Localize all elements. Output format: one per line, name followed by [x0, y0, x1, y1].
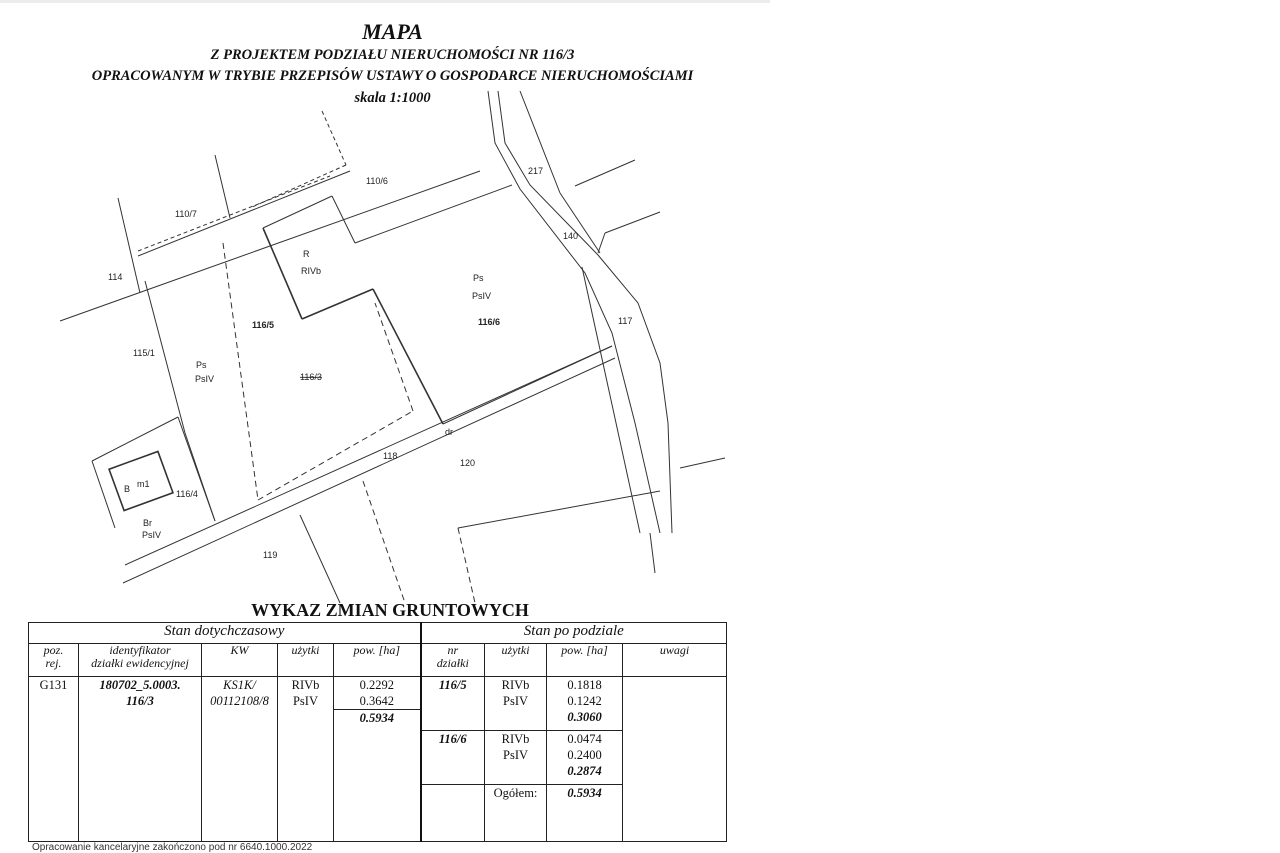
- map-subtitle-line1: Z PROJEKTEM PODZIAŁU NIERUCHOMOŚCI NR 116/3: [210, 47, 575, 63]
- cell-nr-2: 116/6: [421, 731, 485, 785]
- col-nr: nr działki: [421, 644, 485, 677]
- label-ps-class-left: PsIV: [195, 374, 215, 384]
- col-poz: poz. rej.: [29, 644, 79, 677]
- label-114: 114: [108, 272, 123, 282]
- group-after-header: Stan po podziale: [421, 623, 727, 644]
- cell-ident: 180702_5.0003. 116/3: [79, 677, 202, 842]
- label-dr: dr: [445, 427, 454, 437]
- label-116-6: 116/6: [478, 317, 501, 327]
- label-140: 140: [563, 231, 579, 241]
- label-115-1: 115/1: [133, 348, 155, 358]
- label-116-3: 116/3: [300, 372, 322, 382]
- label-118: 118: [383, 451, 398, 461]
- label-ps-use-right: Ps: [473, 273, 484, 283]
- col-kw: KW: [202, 644, 278, 677]
- cell-nr-1: 116/5: [421, 677, 485, 731]
- wykaz-table: [28, 622, 727, 842]
- label-120: 120: [460, 458, 476, 468]
- cell-poz: G131: [29, 677, 79, 842]
- cell-uwagi: [623, 677, 727, 842]
- label-br-use: Br: [143, 518, 152, 528]
- label-116-4: 116/4: [176, 489, 198, 499]
- label-b: B: [124, 484, 131, 494]
- label-217: 217: [528, 166, 544, 176]
- cell-uzytki-1: RIVb PsIV: [485, 677, 547, 731]
- group-before-header: Stan dotychczasowy: [29, 623, 421, 644]
- cell-pow-1: 0.1818 0.1242 0.3060: [547, 677, 623, 731]
- cell-total-label: Ogółem:: [485, 785, 547, 842]
- map-scale: skala 1:1000: [354, 90, 431, 106]
- cell-pow: 0.2292 0.3642 0.5934: [334, 677, 421, 842]
- label-r-class: RIVb: [301, 266, 322, 276]
- col-pow-after: pow. [ha]: [547, 644, 623, 677]
- label-r-use: R: [303, 249, 310, 259]
- label-ps-class-right: PsIV: [472, 291, 492, 301]
- label-116-5: 116/5: [252, 320, 275, 330]
- col-uwagi: uwagi: [623, 644, 727, 677]
- label-br-class: PsIV: [142, 530, 162, 540]
- cell-uzytki-2: RIVb PsIV: [485, 731, 547, 785]
- label-m1: m1: [137, 479, 150, 489]
- map-subtitle-line2: OPRACOWANYM W TRYBIE PRZEPISÓW USTAWY O GOSPODARCE NIERUCHOMOŚCIAMI: [91, 68, 694, 84]
- label-110-6: 110/6: [366, 176, 388, 186]
- blank-area: [770, 0, 1280, 851]
- cell-total-value: 0.5934: [547, 785, 623, 842]
- cell-pow-2: 0.0474 0.2400 0.2874: [547, 731, 623, 785]
- footer-note: Opracowanie kancelaryjne zakończono pod nr 6640.1000.2022: [32, 842, 313, 853]
- map-title: MAPA: [362, 19, 423, 44]
- label-ps-use-left: Ps: [196, 360, 207, 370]
- col-pow: pow. [ha]: [334, 644, 421, 677]
- label-119: 119: [263, 550, 278, 560]
- col-uzytki: użytki: [278, 644, 334, 677]
- cell-kw: KS1K/ 00112108/8: [202, 677, 278, 842]
- wykaz-table-wrap: [28, 622, 726, 842]
- label-117: 117: [618, 316, 633, 326]
- wykaz-title: WYKAZ ZMIAN GRUNTOWYCH: [251, 600, 529, 620]
- col-ident: identyfikator działki ewidencyjnej: [79, 644, 202, 677]
- cell-total-blank: [421, 785, 485, 842]
- label-110-7: 110/7: [175, 209, 197, 219]
- col-uzytki-after: użytki: [485, 644, 547, 677]
- cell-uzytki: RIVb PsIV: [278, 677, 334, 842]
